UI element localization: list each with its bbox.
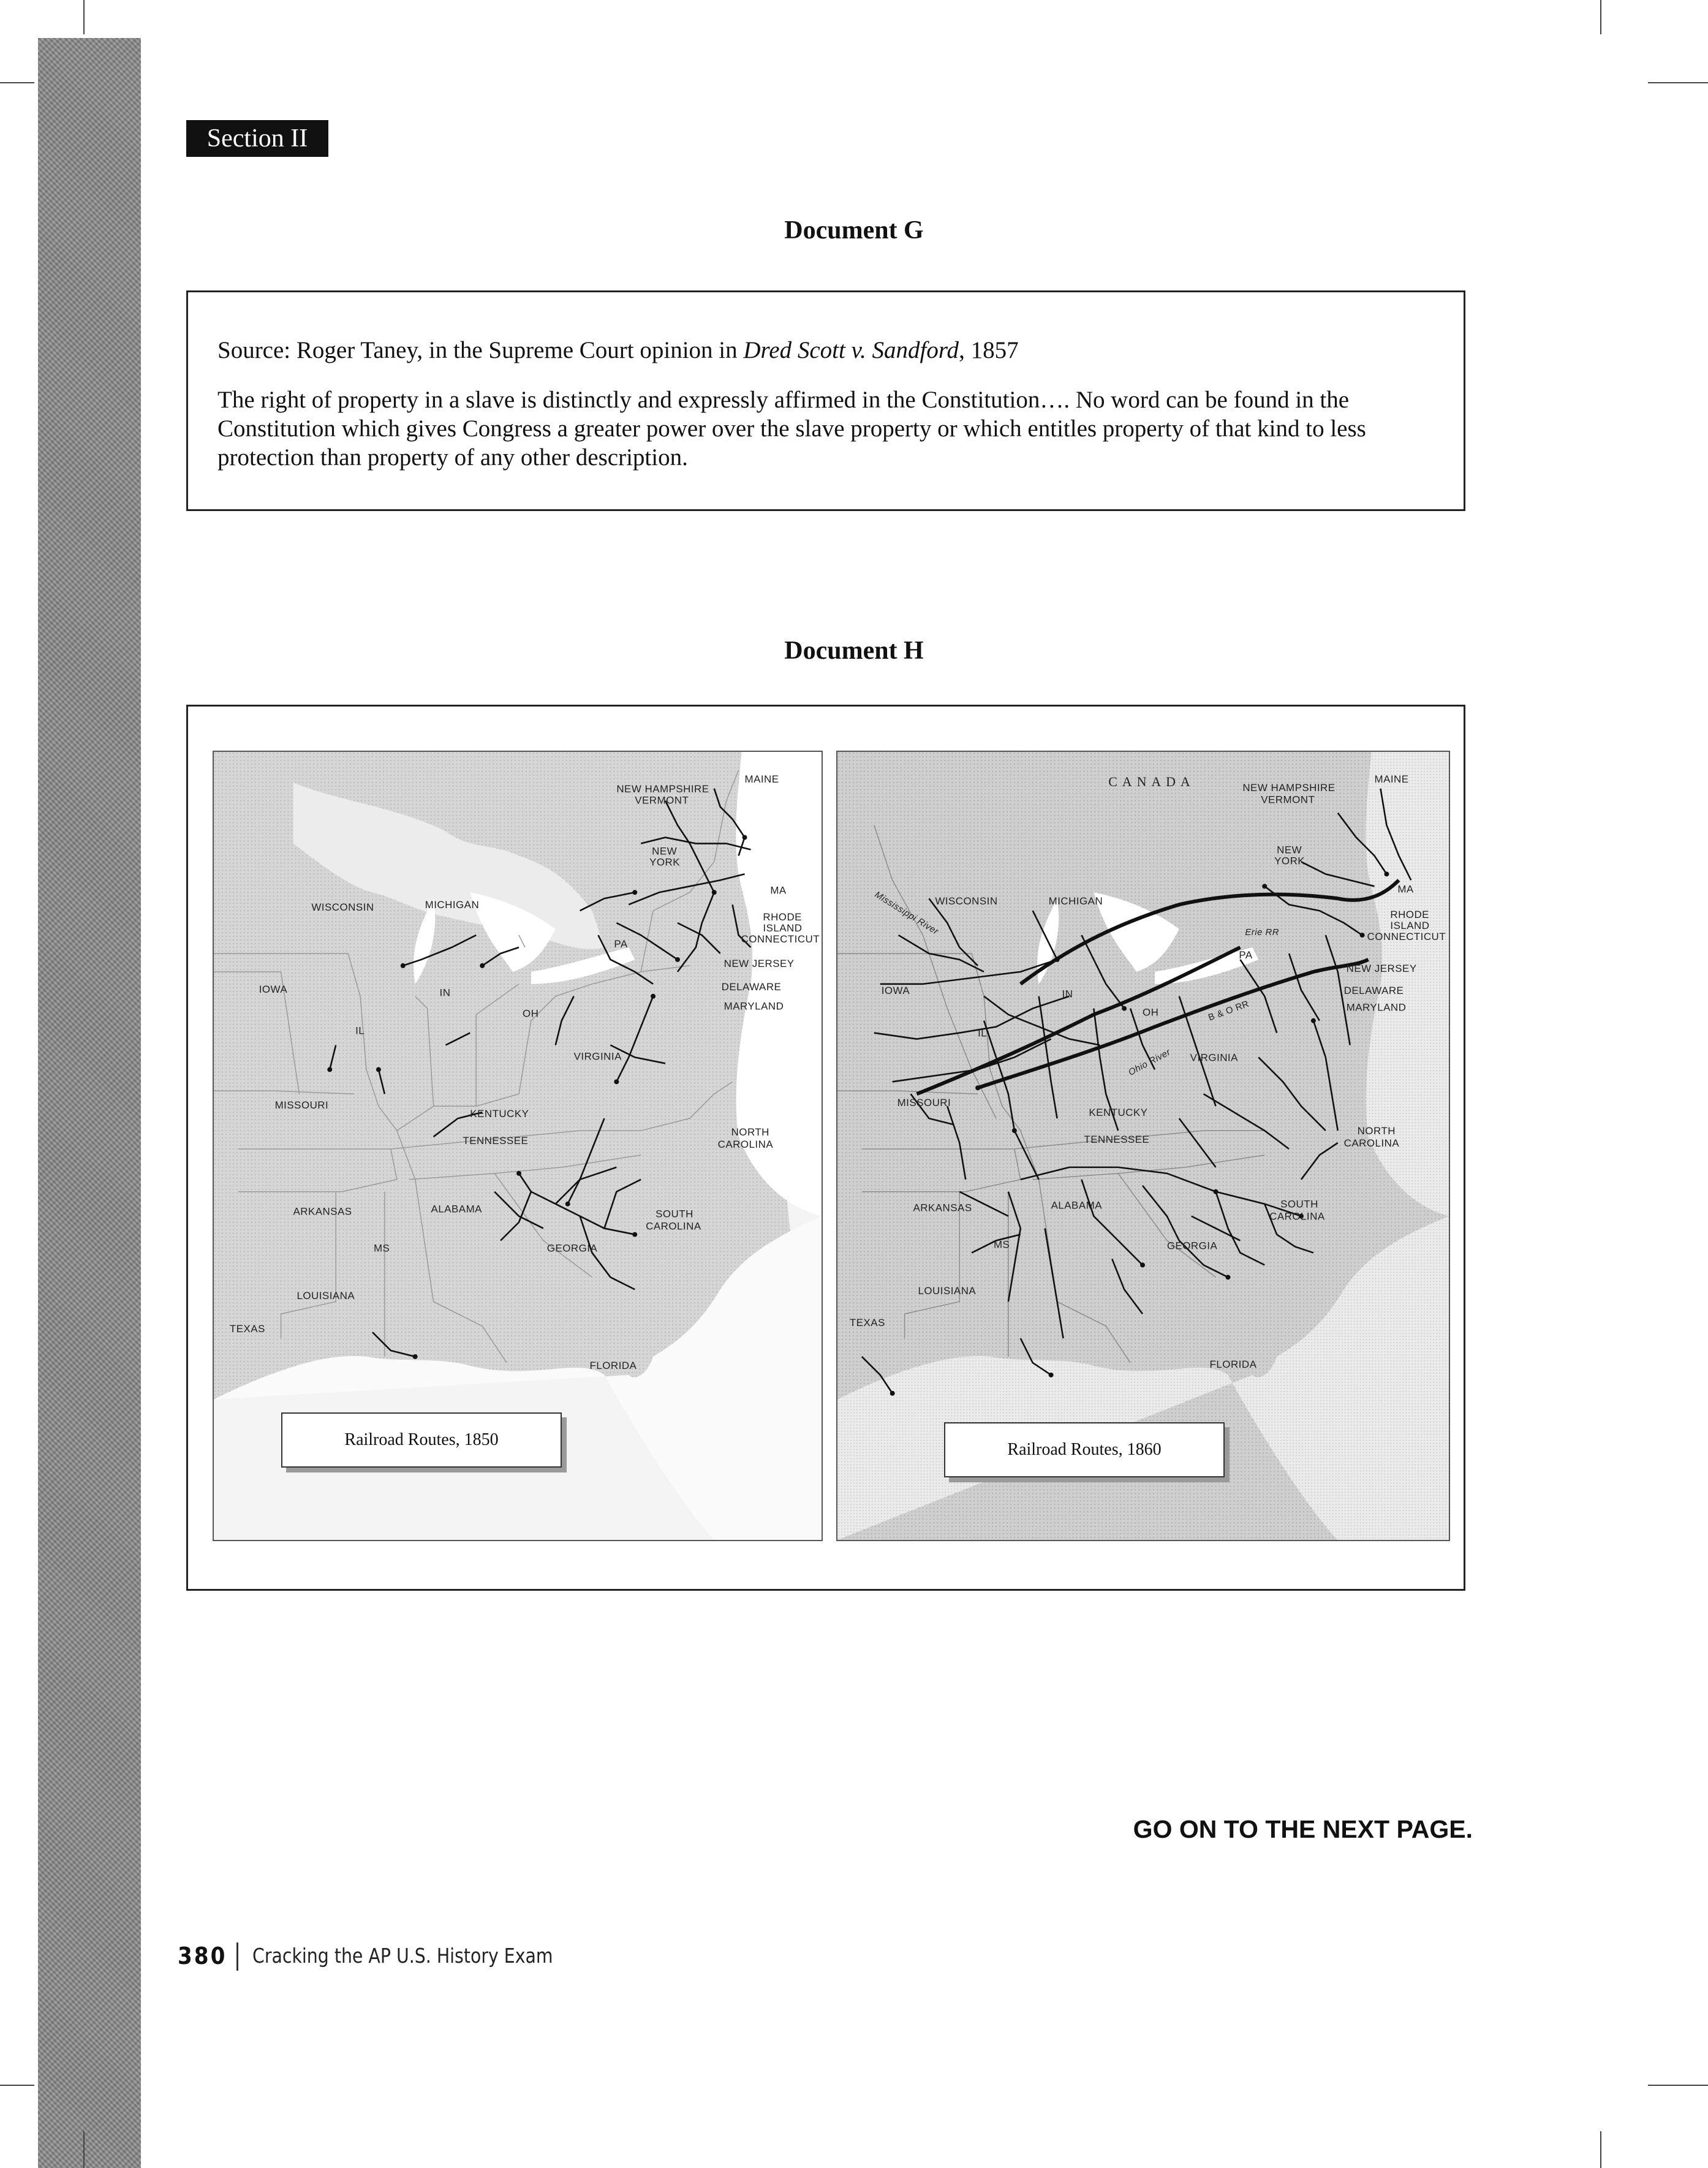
label-arkansas: ARKANSAS: [293, 1205, 352, 1218]
label-north-carolina-2: CAROLINA: [717, 1138, 774, 1150]
document-h-box: [186, 705, 1465, 1591]
quote-text: The right of property in a slave is distinctly and expressly affirmed in the Constitution…. No word can be found in the Constitution which gives Congress a greater power over the slave property or which entitles property of that kind to less protection than property of any other description.: [217, 387, 1366, 471]
document-g-box: [186, 290, 1465, 511]
label-new-jersey: NEW JERSEY: [1346, 962, 1417, 974]
label-maine: MAINE: [1374, 773, 1409, 785]
label-vermont: VERMONT: [635, 794, 689, 806]
source-case: Dred Scott v. Sandford: [743, 337, 959, 363]
label-arkansas: ARKANSAS: [913, 1202, 972, 1214]
label-rhode-island-2: ISLAND: [763, 922, 803, 934]
label-north-carolina-2: CAROLINA: [1343, 1137, 1400, 1149]
caption-1850: Railroad Routes, 1850: [281, 1412, 562, 1468]
label-tennessee: TENNESSEE: [1084, 1134, 1150, 1146]
label-iowa: IOWA: [259, 983, 288, 995]
crop-mark: [0, 82, 34, 83]
label-new-york-2: YORK: [649, 856, 681, 868]
label-vermont: VERMONT: [1261, 794, 1315, 806]
map-1860: [836, 751, 1450, 1541]
label-louisiana: LOUISIANA: [918, 1285, 977, 1297]
label-oh: OH: [522, 1007, 539, 1020]
label-tennessee: TENNESSEE: [463, 1135, 529, 1147]
label-south-carolina-1: SOUTH: [656, 1208, 693, 1220]
label-south-carolina-2: CAROLINA: [646, 1220, 701, 1232]
label-louisiana: LOUISIANA: [297, 1290, 355, 1302]
crop-mark: [0, 2085, 34, 2086]
crop-mark: [1600, 2131, 1601, 2168]
label-connecticut: CONNECTICUT: [741, 933, 820, 946]
label-kentucky: KENTUCKY: [1089, 1107, 1148, 1119]
label-b-o-rr: B & O RR: [1207, 998, 1251, 1023]
label-new-hampshire: NEW HAMPSHIRE: [616, 783, 709, 795]
label-florida: FLORIDA: [589, 1359, 637, 1371]
label-delaware: DELAWARE: [721, 980, 782, 993]
label-new-york-1: NEW: [1277, 844, 1302, 856]
label-rhode-island-1: RHODE: [1390, 909, 1429, 921]
source-year: , 1857: [959, 337, 1019, 363]
footer-divider: [236, 1942, 238, 1971]
label-ohio-river: Ohio River: [1126, 1047, 1173, 1078]
label-pa: PA: [1239, 949, 1253, 961]
label-wisconsin: WISCONSIN: [311, 901, 374, 914]
label-texas: TEXAS: [229, 1323, 265, 1335]
label-wisconsin: WISCONSIN: [935, 895, 998, 908]
book-title: Cracking the AP U.S. History Exam: [252, 1944, 553, 1968]
label-new-hampshire: NEW HAMPSHIRE: [1242, 781, 1336, 794]
label-missouri: MISSOURI: [897, 1097, 951, 1109]
next-page-note: GO ON TO THE NEXT PAGE.: [1133, 1815, 1473, 1843]
label-texas: TEXAS: [849, 1317, 885, 1329]
source-line: [217, 336, 1019, 364]
label-ma: MA: [1397, 883, 1414, 895]
crop-mark: [1648, 2085, 1708, 2086]
label-michigan: MICHIGAN: [425, 899, 480, 911]
label-il: IL: [355, 1025, 365, 1037]
label-virginia: VIRGINIA: [1190, 1052, 1238, 1064]
label-kentucky: KENTUCKY: [470, 1108, 529, 1120]
label-mississippi-river: Mississippi River: [872, 889, 941, 938]
label-ma: MA: [770, 884, 787, 896]
label-florida: FLORIDA: [1209, 1358, 1257, 1370]
label-alabama: ALABAMA: [1051, 1199, 1103, 1211]
label-rhode-island-1: RHODE: [763, 911, 802, 923]
crop-mark: [83, 2131, 85, 2168]
label-missouri: MISSOURI: [274, 1099, 329, 1112]
label-erie-rr: Erie RR: [1245, 927, 1280, 938]
label-alabama: ALABAMA: [431, 1203, 482, 1215]
label-iowa: IOWA: [881, 984, 910, 996]
map-1850: [213, 751, 823, 1541]
label-connecticut: CONNECTICUT: [1367, 931, 1446, 943]
label-pa: PA: [614, 938, 628, 950]
label-south-carolina-1: SOUTH: [1280, 1198, 1318, 1210]
label-michigan: MICHIGAN: [1048, 895, 1103, 908]
label-in: IN: [1062, 988, 1073, 1000]
page-edge-tab: [38, 38, 141, 2168]
caption-1860: Railroad Routes, 1860: [944, 1422, 1225, 1477]
label-oh: OH: [1143, 1006, 1159, 1018]
label-il: IL: [978, 1027, 988, 1039]
crop-mark: [1648, 82, 1708, 83]
label-delaware: DELAWARE: [1343, 984, 1404, 996]
label-georgia: GEORGIA: [546, 1242, 598, 1254]
label-maryland: MARYLAND: [1346, 1001, 1407, 1014]
label-ms: MS: [373, 1242, 390, 1254]
label-new-york-2: YORK: [1274, 855, 1306, 867]
label-new-york-1: NEW: [652, 845, 678, 857]
document-g-title: Document G: [784, 216, 924, 244]
label-rhode-island-2: ISLAND: [1390, 920, 1430, 932]
label-ms: MS: [993, 1238, 1010, 1251]
label-maine: MAINE: [744, 773, 779, 785]
source-prefix: Source: Roger Taney, in the Supreme Court opinion in: [217, 337, 744, 363]
label-south-carolina-2: CAROLINA: [1269, 1210, 1325, 1222]
label-north-carolina-1: NORTH: [731, 1126, 769, 1139]
section-badge: Section II: [186, 120, 328, 157]
label-new-jersey: NEW JERSEY: [724, 957, 795, 969]
crop-mark: [1600, 0, 1601, 34]
crop-mark: [83, 0, 85, 34]
page-number: 380: [178, 1942, 227, 1969]
label-virginia: VIRGINIA: [573, 1050, 622, 1063]
label-canada: CANADA: [1108, 773, 1195, 789]
label-north-carolina-1: NORTH: [1357, 1125, 1396, 1137]
label-in: IN: [439, 987, 451, 999]
document-h-title: Document H: [784, 637, 924, 665]
label-georgia: GEORGIA: [1166, 1240, 1218, 1252]
label-maryland: MARYLAND: [724, 1000, 784, 1012]
